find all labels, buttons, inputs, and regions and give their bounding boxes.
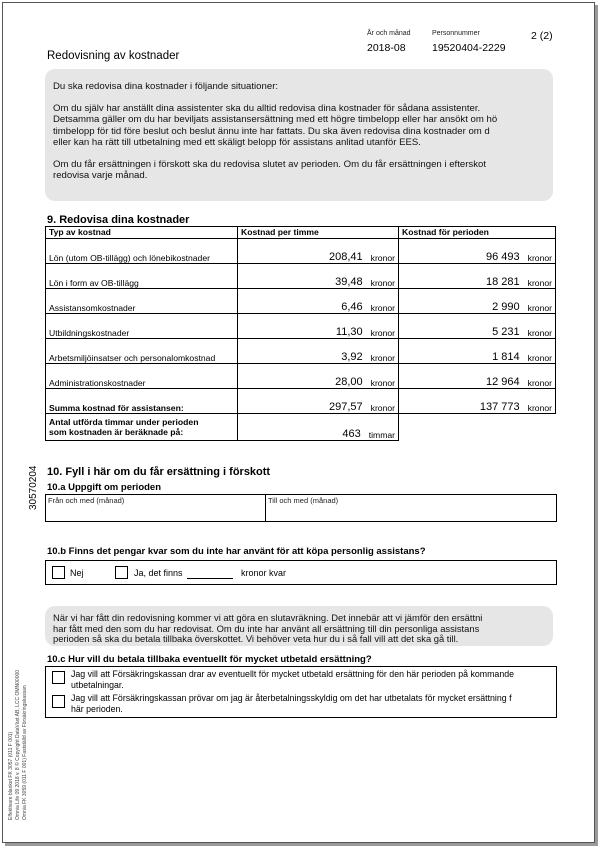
hour-cell[interactable] [238, 289, 399, 314]
yes-checkbox[interactable] [115, 566, 128, 579]
hour-cell[interactable] [238, 339, 399, 364]
sum-hour-value: 297,57 [328, 401, 363, 413]
intro-p2-line: Om du själv har anställt dina assistenter ska du alltid redovisa dina kostnader för sådana assistenter. [53, 102, 481, 114]
intro-p3-line: redovisa varje månad. [53, 170, 148, 181]
page-title: Redovisning av kostnader [47, 50, 180, 62]
hour-value: 6,46 [341, 301, 363, 313]
no-label: Nej [70, 568, 84, 578]
review-option-text [71, 693, 553, 714]
form-number: 30570204 [28, 465, 39, 510]
option-line: utbetalningar. [71, 679, 124, 690]
period-value: 12 964 [485, 376, 520, 388]
unit-label: kronor [370, 378, 395, 388]
col-period-header: Kostnad för perioden [399, 227, 556, 239]
unit-label: kronor [527, 303, 552, 313]
from-month-field[interactable] [45, 494, 267, 522]
hour-cell[interactable] [238, 364, 399, 389]
intro-p2-line: Detsamma gäller om du har beviljats assistansersättning med ett högre timbelopp eller har ansökt om hö [53, 114, 498, 125]
yes-label: Ja, det finns [134, 568, 183, 578]
repayment-options-box [45, 666, 557, 718]
hours-row [46, 414, 556, 441]
footer-note-2: Omnia Life 09 2018 v. 8 © Copyright DataVäxt AB, LCC OMN00000 [15, 669, 21, 820]
hours-value: 463 [342, 428, 361, 440]
col-hour-header: Kostnad per timme [238, 227, 399, 239]
unit-label: kronor [370, 403, 395, 413]
deduct-option-text [71, 669, 553, 690]
intro-p2-line: timbelopp för tid före beslut och beslut ännu inte har fattats. Du ska även redovisa dina kostnader om d [53, 125, 490, 137]
to-month-field[interactable] [265, 494, 557, 522]
hour-value: 11,30 [335, 326, 363, 338]
period-value: 2018-08 [367, 42, 406, 54]
intro-infobox [45, 69, 553, 201]
row-label: Arbetsmiljöinsatser och personalomkostnad [46, 339, 238, 364]
footer-note-1: Effektivare blanket FK 3057 (011 F 001) [8, 731, 14, 820]
footer-note-3: Omnia FK 3059 (011 F 001) Fastställd av Försäkringskassan [22, 685, 28, 820]
table-row [46, 364, 556, 389]
sum-period-value: 137 773 [479, 401, 520, 413]
settlement-line: När vi har fått din redovisning kommer vi att göra en slutavräkning. Det innebär att vi jämför den ersättni [53, 613, 483, 623]
sum-row [46, 389, 556, 414]
row-label: Utbildningskostnader [46, 314, 238, 339]
yes-suffix: kronor kvar [241, 568, 287, 578]
unit-label: kronor [527, 278, 552, 288]
period-cell[interactable] [399, 314, 556, 339]
period-cell[interactable] [399, 364, 556, 389]
amount-line-input[interactable] [187, 578, 233, 579]
period-value: 2 990 [492, 301, 520, 313]
period-cell[interactable] [399, 264, 556, 289]
unit-label: kronor [370, 278, 395, 288]
option-line: här perioden. [71, 703, 123, 714]
unit-label: kronor [370, 253, 395, 263]
period-cell[interactable] [399, 289, 556, 314]
hours-label [46, 414, 238, 441]
deduct-checkbox[interactable] [52, 671, 65, 684]
unit-label: kronor [370, 328, 395, 338]
hour-value: 208,41 [328, 251, 363, 263]
period-cell[interactable] [399, 239, 556, 264]
hour-value: 28,00 [335, 376, 363, 388]
sum-hour-cell[interactable] [238, 389, 399, 414]
review-checkbox[interactable] [52, 695, 65, 708]
unit-label: kronor [370, 353, 395, 363]
period-value: 18 281 [485, 276, 520, 288]
section10a-heading: 10.a Uppgift om perioden [47, 482, 162, 493]
remaining-money-box [45, 560, 557, 585]
hours-label-line: som kostnaden är beräknade på: [49, 427, 184, 437]
table-header-row [46, 227, 556, 239]
no-checkbox[interactable] [52, 566, 65, 579]
pnr-label: Personnummer [432, 30, 480, 37]
pnr-value: 19520404-2229 [432, 42, 506, 54]
period-value: 1 814 [492, 351, 520, 363]
period-label: År och månad [367, 30, 411, 37]
unit-label: kronor [370, 303, 395, 313]
settlement-line: har fått med den som du har redovisat. Om du inte har använt all ersättning till din personliga assistans [53, 622, 480, 634]
intro-p3-line: Om du får ersättningen i förskott ska du redovisa slutet av perioden. Om du får ersättningen i efterskot [53, 158, 487, 170]
section9-heading: 9. Redovisa dina kostnader [47, 214, 190, 226]
table-row [46, 264, 556, 289]
empty-cell [399, 414, 556, 441]
to-month-label: Till och med (månad) [268, 496, 339, 505]
settlement-infobox [45, 606, 553, 646]
unit-label: kronor [527, 403, 552, 413]
period-cell[interactable] [399, 339, 556, 364]
option-line: Jag vill att Försäkringskassan drar av eventuellt för mycket utbetald ersättning för den här perioden på kommande [71, 669, 515, 679]
intro-p1: Du ska redovisa dina kostnader i följande situationer: [53, 81, 279, 92]
table-row [46, 314, 556, 339]
table-row [46, 239, 556, 264]
row-label: Lön (utom OB-tillägg) och lönebikostnader [46, 239, 238, 264]
row-label: Administrationskostnader [46, 364, 238, 389]
hour-cell[interactable] [238, 239, 399, 264]
hours-label-line: Antal utförda timmar under perioden [49, 417, 199, 427]
hours-unit: timmar [368, 430, 395, 440]
from-month-label: Från och med (månad) [48, 496, 125, 505]
section10c-heading: 10.c Hur vill du betala tillbaka eventuellt för mycket utbetald ersättning? [47, 654, 372, 665]
unit-label: kronor [527, 353, 552, 363]
unit-label: kronor [527, 328, 552, 338]
section10-heading: 10. Fyll i här om du får ersättning i förskott [47, 466, 271, 478]
hour-cell[interactable] [238, 264, 399, 289]
row-label: Lön i form av OB-tillägg [46, 264, 238, 289]
settlement-line: perioden så ska du betala tillbaka överskottet. Vi behöver veta hur du i så fall vill att det ska gå till. [53, 633, 459, 644]
period-value: 5 231 [492, 326, 520, 338]
table-row [46, 339, 556, 364]
hour-cell[interactable] [238, 314, 399, 339]
sum-label: Summa kostnad för assistansen: [46, 389, 238, 414]
sum-period-cell[interactable] [399, 389, 556, 414]
row-label: Assistansomkostnader [46, 289, 238, 314]
period-value: 96 493 [485, 251, 520, 263]
hour-value: 39,48 [335, 276, 363, 288]
option-line: Jag vill att Försäkringskassan prövar om jag är återbetalningsskyldig om det har utbetalats för mycket ersättning f [71, 693, 512, 703]
col-type-header: Typ av kostnad [46, 227, 238, 239]
unit-label: kronor [527, 253, 552, 263]
section10b-heading: 10.b Finns det pengar kvar som du inte har använt för att köpa personlig assistans? [47, 546, 426, 557]
intro-p2-line: eller kan ha rätt till utbetalning med ett skäligt belopp för assistans anlitad utanför EES. [53, 137, 421, 148]
page-number: 2 (2) [531, 30, 553, 42]
costs-table [45, 226, 556, 441]
hour-value: 3,92 [341, 351, 363, 363]
table-row [46, 289, 556, 314]
unit-label: kronor [527, 378, 552, 388]
hours-cell[interactable] [238, 414, 399, 441]
